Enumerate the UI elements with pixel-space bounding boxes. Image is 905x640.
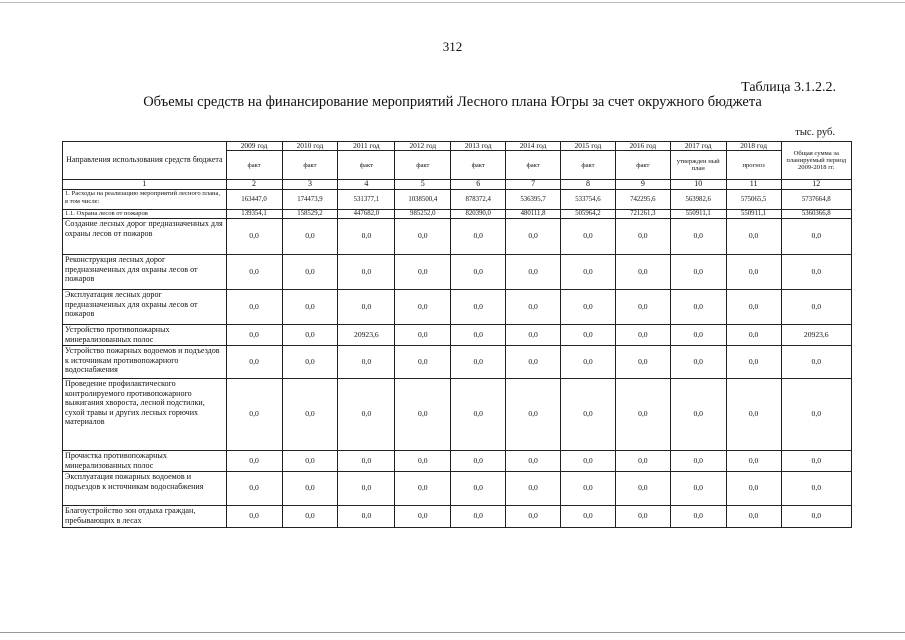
row-value-cell: 985252,0	[395, 210, 451, 219]
row-value-cell: 0,0	[451, 379, 506, 451]
row-value-cell: 0,0	[282, 379, 338, 451]
row-direction-label: Эксплуатация пожарных водоемов и подъездов к источникам водоснабжения	[63, 472, 227, 506]
row-value-cell: 0,0	[282, 451, 338, 472]
row-value-cell: 0,0	[615, 472, 670, 506]
column-number: 6	[451, 180, 506, 190]
row-direction-label: Устройство противопожарных минерализованных полос	[63, 325, 227, 346]
row-value-cell: 0,0	[282, 255, 338, 290]
row-value-cell: 0,0	[506, 255, 561, 290]
page-number: 312	[442, 39, 463, 54]
column-number: 8	[561, 180, 616, 190]
header-direction: Направления использования средств бюджета	[63, 142, 227, 180]
row-value-cell: 0,0	[451, 255, 506, 290]
row-value-cell: 0,0	[282, 219, 338, 255]
row-value-cell: 5360366,8	[781, 210, 851, 219]
header-year: 2013 год	[451, 142, 506, 151]
row-value-cell: 0,0	[451, 346, 506, 379]
row-value-cell: 0,0	[781, 255, 851, 290]
row-value-cell: 721261,3	[615, 210, 670, 219]
scan-edge-top	[0, 2, 905, 3]
table-header	[63, 142, 852, 190]
table-row	[63, 506, 852, 528]
table-body	[63, 190, 852, 528]
row-value-cell: 0,0	[615, 290, 670, 325]
table-row	[63, 325, 852, 346]
header-row-years	[63, 142, 852, 151]
row-value-cell: 0,0	[338, 290, 395, 325]
row-value-cell: 0,0	[451, 472, 506, 506]
row-value-cell: 0,0	[506, 219, 561, 255]
row-value-cell: 0,0	[506, 451, 561, 472]
column-number: 1	[63, 180, 227, 190]
row-value-cell: 174473,9	[282, 190, 338, 210]
row-value-cell: 0,0	[282, 506, 338, 528]
row-value-cell: 550911,1	[670, 210, 726, 219]
unit-label: тыс. руб.	[795, 127, 835, 138]
row-value-cell: 158529,2	[282, 210, 338, 219]
row-value-cell: 0,0	[338, 472, 395, 506]
column-number: 5	[395, 180, 451, 190]
row-value-cell: 536395,7	[506, 190, 561, 210]
row-value-cell: 0,0	[506, 472, 561, 506]
column-number: 3	[282, 180, 338, 190]
row-value-cell: 20923,6	[338, 325, 395, 346]
row-value-cell: 0,0	[561, 451, 616, 472]
header-subtype: прогноз	[726, 151, 781, 180]
header-row-numbers	[63, 180, 852, 190]
row-value-cell: 0,0	[561, 506, 616, 528]
row-value-cell: 0,0	[338, 219, 395, 255]
row-value-cell: 0,0	[226, 379, 282, 451]
row-value-cell: 0,0	[561, 472, 616, 506]
header-year: 2016 год	[615, 142, 670, 151]
row-value-cell: 0,0	[561, 379, 616, 451]
row-value-cell: 0,0	[451, 451, 506, 472]
row-value-cell: 0,0	[395, 451, 451, 472]
row-direction-label: Эксплуатация лесных дорог предназначенных для охраны лесов от пожаров	[63, 290, 227, 325]
row-value-cell: 505964,2	[561, 210, 616, 219]
header-year: 2009 год	[226, 142, 282, 151]
row-direction-label: Благоустройство зон отдыха граждан, пребывающих в лесах	[63, 506, 227, 528]
header-subtype: факт	[615, 151, 670, 180]
row-value-cell: 0,0	[506, 290, 561, 325]
row-value-cell: 0,0	[282, 472, 338, 506]
row-value-cell: 0,0	[451, 219, 506, 255]
row-value-cell: 0,0	[226, 346, 282, 379]
row-value-cell: 0,0	[726, 290, 781, 325]
header-year: 2018 год	[726, 142, 781, 151]
row-direction-label: 1. Расходы на реализацию мероприятий лесного плана, в том числе:	[63, 190, 227, 210]
row-value-cell: 0,0	[395, 379, 451, 451]
row-value-cell: 0,0	[615, 255, 670, 290]
row-value-cell: 0,0	[781, 379, 851, 451]
row-value-cell: 0,0	[226, 506, 282, 528]
header-subtype: факт	[451, 151, 506, 180]
row-value-cell: 0,0	[615, 346, 670, 379]
table-row	[63, 379, 852, 451]
row-value-cell: 0,0	[506, 325, 561, 346]
row-direction-label: Устройство пожарных водоемов и подъездов к источникам противопожарного водоснабжения	[63, 346, 227, 379]
row-value-cell: 0,0	[338, 451, 395, 472]
row-value-cell: 0,0	[561, 219, 616, 255]
row-value-cell: 550911,1	[726, 210, 781, 219]
row-value-cell: 742295,6	[615, 190, 670, 210]
row-direction-label: Создание лесных дорог предназначенных для охраны лесов от пожаров	[63, 219, 227, 255]
row-value-cell: 0,0	[226, 290, 282, 325]
row-value-cell: 0,0	[395, 219, 451, 255]
row-value-cell: 0,0	[726, 506, 781, 528]
row-value-cell: 0,0	[506, 346, 561, 379]
row-value-cell: 0,0	[451, 506, 506, 528]
row-value-cell: 0,0	[781, 506, 851, 528]
column-number: 12	[781, 180, 851, 190]
row-value-cell: 0,0	[506, 506, 561, 528]
row-value-cell: 0,0	[226, 472, 282, 506]
row-value-cell: 0,0	[781, 451, 851, 472]
header-subtype: факт	[561, 151, 616, 180]
row-value-cell: 0,0	[226, 255, 282, 290]
row-value-cell: 0,0	[338, 379, 395, 451]
column-number: 7	[506, 180, 561, 190]
row-value-cell: 0,0	[781, 290, 851, 325]
column-number: 9	[615, 180, 670, 190]
scan-edge-bottom	[0, 632, 905, 633]
row-value-cell: 0,0	[781, 346, 851, 379]
table-row	[63, 255, 852, 290]
row-value-cell: 563982,6	[670, 190, 726, 210]
row-value-cell: 575065,5	[726, 190, 781, 210]
budget-table	[62, 141, 852, 528]
row-value-cell: 0,0	[282, 290, 338, 325]
row-value-cell: 0,0	[615, 219, 670, 255]
row-value-cell: 0,0	[726, 379, 781, 451]
table-row	[63, 346, 852, 379]
row-value-cell: 163447,0	[226, 190, 282, 210]
row-value-cell: 0,0	[726, 472, 781, 506]
row-value-cell: 0,0	[670, 255, 726, 290]
row-direction-label: Проведение профилактического контролируемого противопожарного выжигания хвороста, лесной подстилки, сухой травы и других лесных горючих материалов	[63, 379, 227, 451]
row-value-cell: 0,0	[226, 219, 282, 255]
row-value-cell: 0,0	[561, 255, 616, 290]
table-row	[63, 219, 852, 255]
table-row	[63, 472, 852, 506]
row-value-cell: 0,0	[615, 379, 670, 451]
table-row	[63, 451, 852, 472]
row-value-cell: 0,0	[670, 472, 726, 506]
column-number: 2	[226, 180, 282, 190]
row-value-cell: 0,0	[670, 451, 726, 472]
header-year: 2011 год	[338, 142, 395, 151]
row-value-cell: 0,0	[726, 255, 781, 290]
row-value-cell: 0,0	[670, 346, 726, 379]
row-value-cell: 0,0	[338, 255, 395, 290]
row-value-cell: 5737664,8	[781, 190, 851, 210]
row-value-cell: 0,0	[726, 346, 781, 379]
row-value-cell: 0,0	[726, 325, 781, 346]
row-value-cell: 0,0	[338, 346, 395, 379]
table-row	[63, 210, 852, 219]
row-value-cell: 0,0	[781, 219, 851, 255]
row-value-cell: 533754,6	[561, 190, 616, 210]
row-value-cell: 0,0	[338, 506, 395, 528]
row-value-cell: 0,0	[615, 325, 670, 346]
column-number: 4	[338, 180, 395, 190]
table-row	[63, 290, 852, 325]
header-subtype: факт	[338, 151, 395, 180]
row-value-cell: 0,0	[226, 451, 282, 472]
row-value-cell: 139354,1	[226, 210, 282, 219]
row-value-cell: 0,0	[670, 379, 726, 451]
row-value-cell: 0,0	[670, 219, 726, 255]
row-value-cell: 0,0	[670, 506, 726, 528]
row-value-cell: 0,0	[226, 325, 282, 346]
document-title: Объемы средств на финансирование мероприятий Лесного плана Югры за счет окружного бюджета	[143, 94, 762, 110]
row-value-cell: 878372,4	[451, 190, 506, 210]
row-value-cell: 0,0	[282, 325, 338, 346]
header-year: 2015 год	[561, 142, 616, 151]
row-value-cell: 0,0	[395, 506, 451, 528]
row-value-cell: 447682,0	[338, 210, 395, 219]
table-label: Таблица 3.1.2.2.	[741, 80, 836, 95]
row-direction-label: Реконструкция лесных дорог предназначенных для охраны лесов от пожаров	[63, 255, 227, 290]
column-number: 10	[670, 180, 726, 190]
row-value-cell: 0,0	[615, 451, 670, 472]
header-subtype: факт	[226, 151, 282, 180]
header-year: 2017 год	[670, 142, 726, 151]
row-value-cell: 0,0	[561, 346, 616, 379]
row-value-cell: 0,0	[561, 290, 616, 325]
row-value-cell: 0,0	[451, 290, 506, 325]
row-direction-label: 1.1. Охрана лесов от пожаров	[63, 210, 227, 219]
row-value-cell: 0,0	[670, 290, 726, 325]
header-year: 2010 год	[282, 142, 338, 151]
header-subtype: факт	[395, 151, 451, 180]
row-value-cell: 0,0	[615, 506, 670, 528]
header-total: Общая сумма за планируемый период 2009-2018 гг.	[781, 142, 851, 180]
row-value-cell: 0,0	[726, 451, 781, 472]
row-direction-label: Прочистка противопожарных минерализованных полос	[63, 451, 227, 472]
row-value-cell: 531377,1	[338, 190, 395, 210]
row-value-cell: 0,0	[561, 325, 616, 346]
header-subtype: утвержден ный план	[670, 151, 726, 180]
header-subtype: факт	[282, 151, 338, 180]
row-value-cell: 0,0	[395, 325, 451, 346]
row-value-cell: 1038500,4	[395, 190, 451, 210]
row-value-cell: 0,0	[282, 346, 338, 379]
row-value-cell: 0,0	[395, 346, 451, 379]
column-number: 11	[726, 180, 781, 190]
header-year: 2014 год	[506, 142, 561, 151]
table-row	[63, 190, 852, 210]
row-value-cell: 480111,8	[506, 210, 561, 219]
row-value-cell: 0,0	[781, 472, 851, 506]
row-value-cell: 0,0	[726, 219, 781, 255]
header-subtype: факт	[506, 151, 561, 180]
row-value-cell: 0,0	[395, 472, 451, 506]
row-value-cell: 820390,0	[451, 210, 506, 219]
row-value-cell: 0,0	[395, 290, 451, 325]
row-value-cell: 0,0	[670, 325, 726, 346]
row-value-cell: 0,0	[395, 255, 451, 290]
header-year: 2012 год	[395, 142, 451, 151]
row-value-cell: 20923,6	[781, 325, 851, 346]
row-value-cell: 0,0	[506, 379, 561, 451]
row-value-cell: 0,0	[451, 325, 506, 346]
